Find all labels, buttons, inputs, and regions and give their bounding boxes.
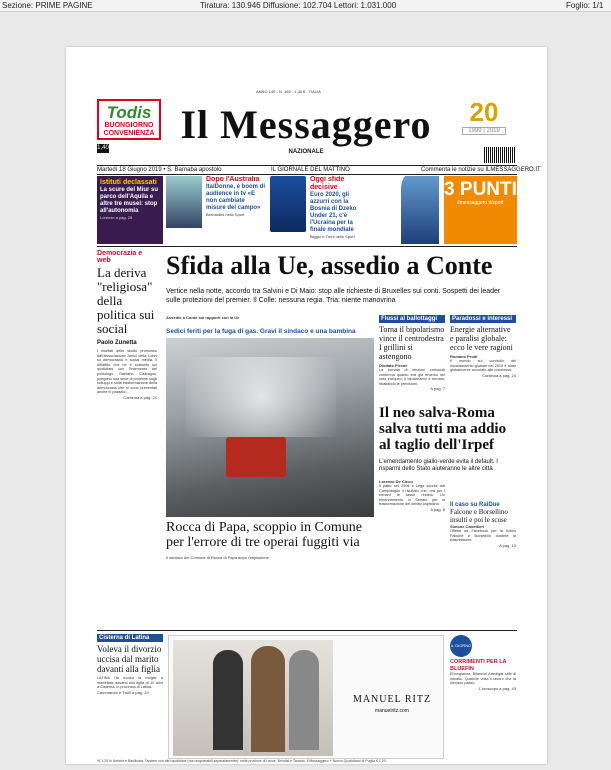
coach-photo-block [359, 176, 439, 244]
circulation-label: Tiratura: 130.946 Diffusione: 102.704 Lettori: 1.031.000 [200, 1, 397, 10]
promo-body: ItalDonne, è boom di audience in tv «E non cambiate misure del campo» [206, 184, 266, 211]
horoscope-column [450, 635, 516, 691]
coach-photo [401, 176, 439, 244]
promo-ref: Bernardini nello Sport [206, 212, 245, 217]
document-info-bar [0, 0, 611, 12]
raidue-column [450, 502, 516, 548]
ballottaggi-column [379, 315, 445, 391]
promo-body: Euro 2020, gli azzurri con la Bosnia di Dzeko Under 21, c'è l'Ucraina per la finale mondiale [310, 192, 356, 233]
horoscope-badge: IL GIORNO [450, 635, 472, 657]
cisterna-column [97, 634, 163, 695]
anniversary-years: 1999 | 2019 [462, 127, 506, 135]
headline: Torna il bipolarismo vince il centrodestra I grillini si astengono [379, 325, 445, 361]
body-text: I risultati dello studio promosso dall'Associazione Amici della Luiss su democrazia e social media, il dibattito che ne è scaturito sui quotidiani con l'intervento del politologo Gaetano Cadragno, pongono una serie di problemi sugli sviluppi e sulla trasformazione della democrazia che si sono presentati anche in passato... [97, 349, 157, 395]
promo-title: Oggi sfide decisive [310, 176, 345, 191]
athlete-photo [166, 176, 202, 228]
promo-sport [166, 176, 356, 244]
edition-label: NAZIONALE [288, 149, 324, 155]
kicker: Cisterna di Latina [97, 634, 163, 642]
promo-title: Dopo l'Australia [206, 176, 260, 183]
section-label: Sezione: PRIME PAGINE [2, 1, 93, 10]
continue-ref: L'oroscopo a pag. 43 [478, 685, 516, 691]
salva-roma-column [379, 479, 445, 512]
body-text: LATINA Ha ucciso la moglie a martellate davanti alla figlia di 10 anni a Cisterna, in provincia di Latina. [97, 676, 163, 690]
continue-ref: Cammaroto e Trulli a pag. 19 [97, 689, 149, 695]
ad-url: manuelritz.com [375, 708, 409, 714]
author: Lorenzo De Cicco [379, 479, 413, 484]
salva-roma-subhead: L'emendamento giallo-verde evita il default. I risparmi dello Stato aiuteranno le altre città [379, 459, 498, 472]
left-column [97, 250, 157, 400]
page-counter: Foglio: 1/1 [566, 1, 604, 10]
body-text: Offese su Facebook per la fiction Falcone e Borsellino durante la trasmissione. [450, 529, 516, 543]
main-headline: Sfida alla Ue, assedio a Conte [166, 251, 493, 280]
web-line: Commenta le notizie su ILMESSAGGERO.IT [421, 167, 541, 173]
continue-ref: A pag. 8 [430, 506, 445, 512]
continue-ref: Continua a pag. 24 [123, 394, 157, 400]
main-subhead: Vertice nella notte, accordo tra Salvini e Di Maio: stop alle richieste di Bruxelles sui conti. Sospetti dei leader sulle protezioni del premier. Il Colle: nessuna regia. Tria: niente manovrina [166, 288, 501, 304]
explosion-photo [166, 327, 374, 517]
headline: Energie alternative e paralisi globale: ecco le vere ragioni [450, 325, 513, 352]
author: Paolo Zunetta [97, 340, 137, 346]
author: Diodato Pirone [379, 363, 408, 368]
promo-url: ilmessaggero.it/sport [457, 200, 504, 206]
headline: La deriva "religiosa" della politica sui social [97, 265, 155, 336]
todis-line1: BUONGIORNO [104, 122, 154, 129]
body-text: Il mondo sul controllo del riscaldamento globale del 2019 è stato globalmente ancorato alle promesse. [450, 359, 516, 373]
continue-ref: Continua a pag. 24 [482, 372, 516, 378]
salva-roma-headline: Il neo salva-Roma salva tutti ma addio al taglio dell'Irpef [379, 405, 507, 453]
anniversary-number: 20 [469, 99, 499, 127]
promo-ref: Lorenzo a pag. 25 [100, 215, 133, 220]
kicker: Democrazia e web [97, 250, 143, 264]
body-text: Ebongianna, Bilancio! Artedigar stile di navalio. Qualche volta il lavoro che la rilevano passo. [450, 672, 516, 686]
todis-line2: CONVENIENZA [103, 130, 155, 137]
horoscope-title: CORRIMENTI PER LA BLUEFIN [450, 659, 507, 672]
promo-istituti [97, 176, 163, 244]
continue-ref: A pag. 7 [430, 386, 445, 392]
date-line: Martedì 18 Giugno 2019 • S. Barnaba apostolo [97, 167, 222, 173]
footer-note: *€ 1,20 in Umbria e Basilicata. Tandem con altri quotidiani (non acquistabili separatamente): nelle province di Lecce, Brindisi e Taranto, Il Messaggero + Nuovo Quotidiano di Puglia € 1,20. [97, 759, 387, 763]
tagline: IL GIORNALE DEL MATTINO [271, 167, 350, 173]
barcode-icon [484, 147, 516, 163]
promo-title: Istituti declassati [100, 179, 157, 186]
main-byline: Assedio a Conte sui rapporti con la Ue [166, 315, 240, 320]
promo-ref: Biggio e Troni nello Sport [310, 234, 355, 239]
author: Romano Prodi [450, 354, 478, 359]
headline: Voleva il divorzio uccisa dal marito davanti alla figlia [97, 644, 162, 674]
todis-ad [97, 99, 161, 140]
headline: Falcone e Borsellino insulti e poi le scuse [450, 508, 508, 524]
promo-body: La scure del Miur su parco dell'Aquila e altre tre musei: stop all'autonomia [100, 187, 159, 214]
ad-brand: MANUEL RITZ [352, 694, 432, 705]
continue-ref: A pag. 13 [499, 542, 516, 548]
manuel-ritz-ad [168, 635, 444, 759]
promo-big-text: 3 PUNTI [444, 179, 517, 200]
newspaper-page [66, 47, 547, 764]
promo-3-punti [444, 176, 517, 244]
football-photo [270, 176, 306, 232]
author: Simone Canettieri [450, 524, 485, 529]
body-text: La tornata di elezioni comunali conferma quanto era già emerso nel voto europeo: il bipolarismo è tornato, ribaltando le previsioni. [379, 368, 445, 386]
kicker: Paradossi e interessi [450, 315, 516, 323]
price-badge: 1,40 [97, 145, 109, 151]
todis-logo: Todis [106, 103, 152, 122]
masthead: Il Messaggero [180, 102, 432, 147]
rocca-headline: Rocca di Papa, scoppio in Comune per l'errore di tre operai fuggiti via [166, 520, 362, 550]
body-text: Il patto nel 2008 e Lega scorse dal Campidoglio il risultato che, ora per i romani le tasse restino. Un emendamento in Senato per la trasformazione del debito capitolino. [379, 484, 445, 507]
kicker: Flussi al ballottaggi [379, 315, 445, 323]
kicker: Il caso su RaiDue [450, 502, 500, 508]
prodi-column [450, 315, 516, 378]
photo-caption: Sedici feriti per la fuga di gas. Gravi il sindaco e una bambina [166, 327, 374, 338]
fire-truck [226, 437, 286, 477]
rocca-ref: Il sindaco del Comune di Rocca di Papa dopo l'esplosione [166, 555, 269, 560]
edition-line: ANNO 140 - N. 165 - 1,40 € - ITALIA [256, 89, 321, 94]
anniversary-badge [452, 99, 516, 144]
ad-photo [173, 640, 333, 756]
